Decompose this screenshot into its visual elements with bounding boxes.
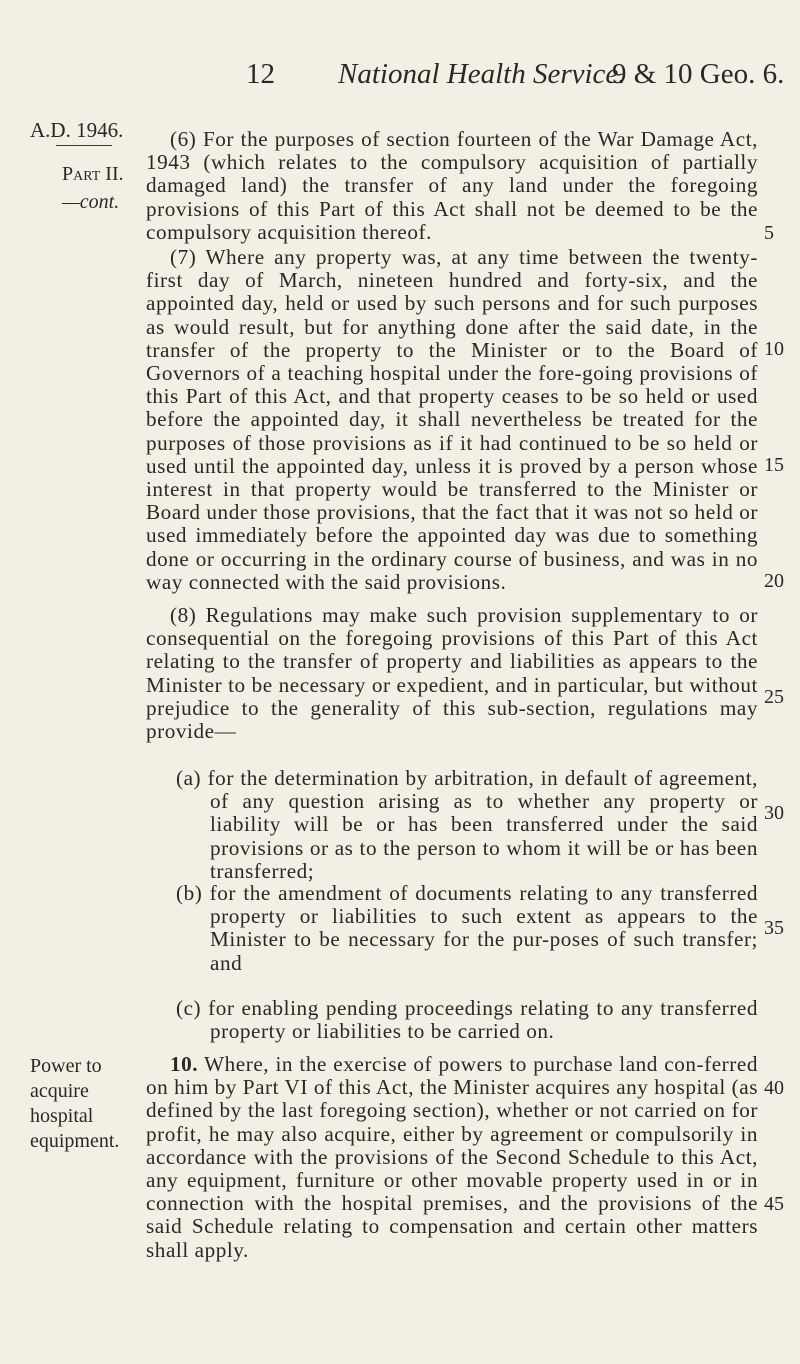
line-number: 15 (764, 454, 784, 476)
section-10 (146, 1053, 758, 1262)
line-number: 45 (764, 1193, 784, 1215)
margin-rule (56, 145, 112, 146)
subsection-8-text: (8) Regulations may make such provision supplementary to or consequential on the foregoing provisions of this Part of this Act relating to the transfer of property and liabilities as appears to the Minister to be necessary or expedient, and in particular, but without prejudice to the generality of this sub-section, regulations may provide— (146, 603, 758, 744)
section-10-paragraph (146, 1053, 758, 1262)
subsection-6 (146, 128, 758, 244)
running-header (0, 58, 800, 98)
paragraph-c: (c) for enabling pending proceedings relating to any transferred property or liabilities to be carried on. (176, 996, 758, 1044)
subsection-6-text: (6) For the purposes of section fourteen of the War Damage Act, 1943 (which relates to the compulsory acquisition of partially damaged land) the transfer of any land under the foregoing provisions of this Part of this Act shall not be deemed to be the compulsory acquisition thereof. (146, 127, 758, 244)
margin-year: A.D. 1946. (30, 118, 124, 142)
paragraph-b: (b) for the amendment of documents relating to any transferred property or liabilities to such extent as appears to the Minister to be necessary for the pur-poses of such transfer; and (176, 881, 758, 975)
page-number: 12 (246, 58, 275, 90)
line-number: 40 (764, 1077, 784, 1099)
line-number: 5 (764, 222, 774, 244)
line-number: 25 (764, 686, 784, 708)
running-title: National Health Service. (338, 58, 626, 90)
margin-sidenote-section-10: Power to acquire hospital equipment. (30, 1055, 120, 1152)
part-label-text: Part II. (62, 163, 124, 185)
paragraph-a: (a) for the determination by arbitration, in default of agreement, of any question arising as to whether any property or liability will be or has been transferred under the said provisions or as to the person to whom it will be or has been transferred; (176, 766, 758, 883)
section-10-number: 10. (170, 1052, 199, 1076)
margin-part-cont: —cont. (62, 191, 120, 213)
subsection-8 (146, 604, 758, 743)
regnal-year: 9 & 10 Geo. 6. (612, 58, 785, 90)
section-10-text: Where, in the exercise of powers to purchase land con-ferred on him by Part VI of this Act, the Minister acquires any hospital (as defined by the last foregoing section), whether or not carried on for profit, he may also acquire, either by agreement or compulsorily in accordance with the provisions of the Second Schedule to this Act, any equipment, furniture or other movable property used in or in connection with the hospital premises, and the provisions of the said Schedule relating to compensation and certain other matters shall apply. (146, 1052, 758, 1262)
subsection-7 (146, 246, 758, 594)
line-number: 30 (764, 802, 784, 824)
line-number: 10 (764, 338, 784, 360)
line-number: 20 (764, 570, 784, 592)
line-number: 35 (764, 917, 784, 939)
subsection-7-text: (7) Where any property was, at any time between the twenty-first day of March, nineteen hundred and forty-six, and the appointed day, held or used by such persons and for such purposes as would result, but for anything done after the said date, in the transfer of the property to the Minister or to the Board of Governors of a teaching hospital under the fore-going provisions of this Part of this Act, and that property ceases to be so held or used before the appointed day, it shall nevertheless be treated for the purposes of those provisions as if it had continued to be so held or used until the appointed day, unless it is proved by a person whose interest in that property would be transferred to the Minister or Board under those provisions, that the fact that it was not so held or used immediately before the appointed day was due to something done or occurring in the ordinary course of business, and was in no way connected with the said provisions. (146, 245, 758, 594)
